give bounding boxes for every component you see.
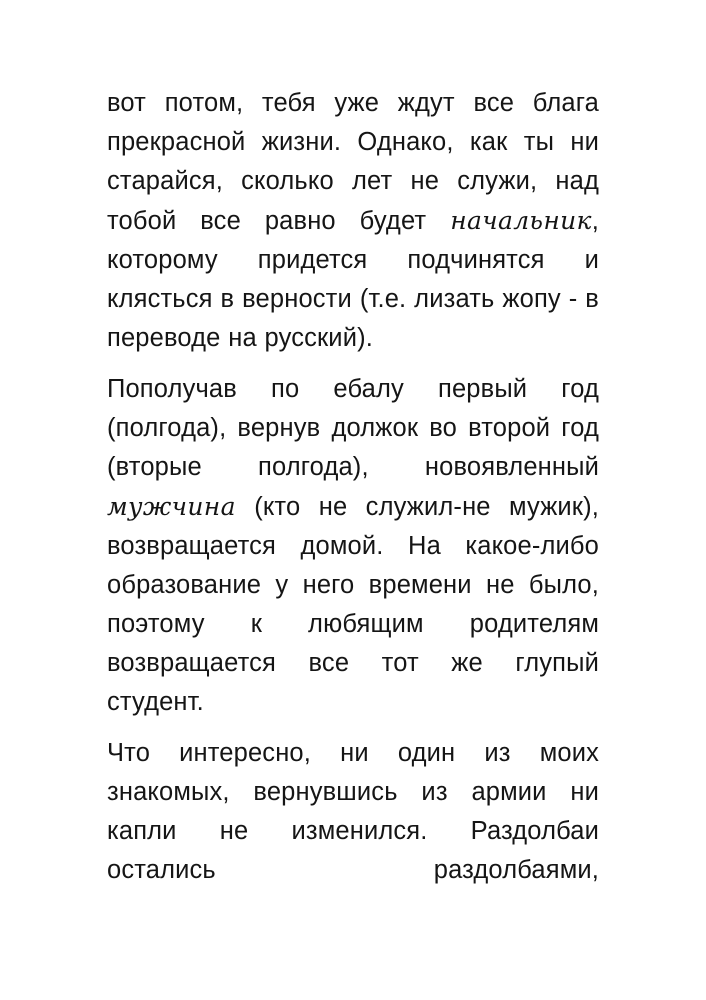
paragraph-1-text-b: , которому придется подчинятся и клясться в верности (т.е. лизать жопу - в переводе на русский). bbox=[107, 207, 599, 352]
paragraph-2 bbox=[107, 370, 599, 722]
emphasis-muzhchina: мужчина bbox=[107, 492, 236, 521]
paragraph-1 bbox=[107, 84, 599, 358]
emphasis-nachalnik: начальник bbox=[450, 206, 592, 235]
paragraph-2-text-a: Пополучав по ебалу первый год (полгода), вернув должок во второй год (вторые полгода), новоявленный bbox=[107, 375, 599, 481]
document-page bbox=[107, 84, 599, 902]
paragraph-2-text-b: (кто не служил-не мужик), возвращается домой. На какое-либо образование у него времени не было, поэтому к любящим родителям возвращается все тот же глупый студент. bbox=[107, 493, 599, 716]
paragraph-3 bbox=[107, 734, 599, 890]
paragraph-3-text: Что интересно, ни один из моих знакомых, вернувшись из армии ни капли не изменился. Раздолбаи остались раздолбаями, bbox=[107, 739, 599, 884]
paragraph-1-text-a: вот потом, тебя уже ждут все блага прекрасной жизни. Однако, как ты ни старайся, сколько лет не служи, над тобой все равно будет bbox=[107, 89, 599, 235]
